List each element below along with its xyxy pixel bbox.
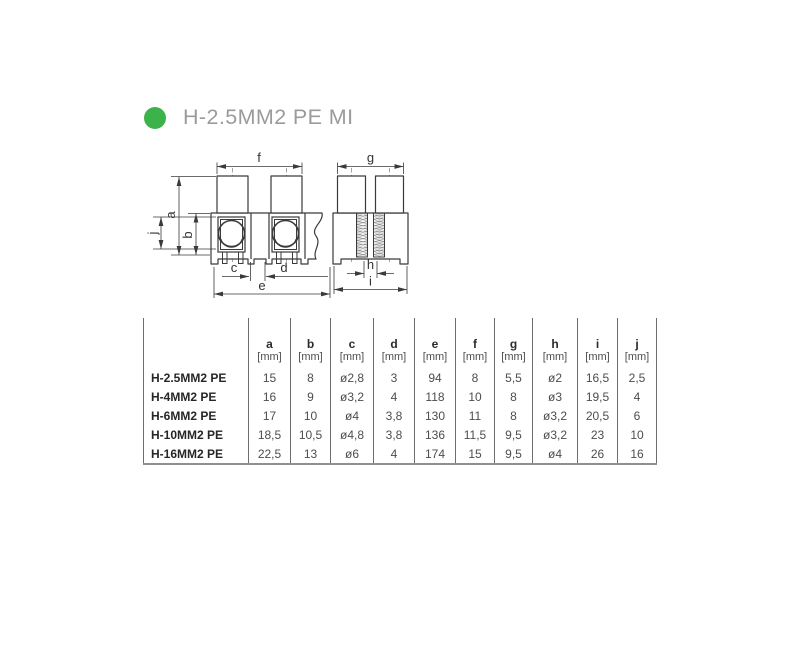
value-cell: ø3,2 xyxy=(331,387,374,406)
value-cell: 3,8 xyxy=(374,406,415,425)
value-cell: ø6 xyxy=(331,444,374,464)
column-header-d: d [mm] xyxy=(374,318,415,368)
value-cell: 18,5 xyxy=(249,425,291,444)
column-header-a: a [mm] xyxy=(249,318,291,368)
dim-label-h: h xyxy=(366,257,375,272)
value-cell: 8 xyxy=(495,387,533,406)
value-cell: ø4,8 xyxy=(331,425,374,444)
value-cell: 4 xyxy=(374,387,415,406)
value-cell: 2,5 xyxy=(618,368,657,387)
table-row xyxy=(144,368,657,387)
value-cell: 8 xyxy=(456,368,495,387)
value-cell: 174 xyxy=(415,444,456,464)
spec-table-body xyxy=(144,368,657,464)
value-cell: 13 xyxy=(291,444,331,464)
dim-label-j: j xyxy=(145,231,160,235)
dimension-drawing xyxy=(140,148,430,308)
side-view-body xyxy=(333,176,408,264)
spec-table-head xyxy=(144,318,657,368)
value-cell: 94 xyxy=(415,368,456,387)
dim-label-a: a xyxy=(163,211,178,219)
column-header-b: b [mm] xyxy=(291,318,331,368)
value-cell: ø3 xyxy=(533,387,578,406)
spec-table-wrap xyxy=(143,318,657,465)
column-header-j: j [mm] xyxy=(618,318,657,368)
value-cell: 8 xyxy=(495,406,533,425)
column-header-f: f [mm] xyxy=(456,318,495,368)
value-cell: 10,5 xyxy=(291,425,331,444)
dim-label-f: f xyxy=(257,150,261,165)
value-cell: 26 xyxy=(578,444,618,464)
column-header-g: g [mm] xyxy=(495,318,533,368)
product-name-cell: H-10MM2 PE xyxy=(144,425,249,444)
value-cell: 6 xyxy=(618,406,657,425)
product-name-cell: H-2.5MM2 PE xyxy=(144,368,249,387)
value-cell: 16,5 xyxy=(578,368,618,387)
green-bullet-icon xyxy=(144,107,166,129)
dim-label-d: d xyxy=(280,260,288,275)
value-cell: 10 xyxy=(456,387,495,406)
value-cell: 16 xyxy=(618,444,657,464)
column-header-h: h [mm] xyxy=(533,318,578,368)
product-name-cell: H-16MM2 PE xyxy=(144,444,249,464)
value-cell: 16 xyxy=(249,387,291,406)
value-cell: 17 xyxy=(249,406,291,425)
value-cell: ø3,2 xyxy=(533,406,578,425)
value-cell: 10 xyxy=(618,425,657,444)
product-name-cell: H-6MM2 PE xyxy=(144,406,249,425)
value-cell: ø2,8 xyxy=(331,368,374,387)
value-cell: 23 xyxy=(578,425,618,444)
value-cell: 15 xyxy=(456,444,495,464)
value-cell: 3,8 xyxy=(374,425,415,444)
value-cell: 3 xyxy=(374,368,415,387)
value-cell: 5,5 xyxy=(495,368,533,387)
table-row xyxy=(144,387,657,406)
product-name-cell: H-4MM2 PE xyxy=(144,387,249,406)
value-cell: 9,5 xyxy=(495,425,533,444)
value-cell: 20,5 xyxy=(578,406,618,425)
column-header-i: i [mm] xyxy=(578,318,618,368)
value-cell: ø2 xyxy=(533,368,578,387)
value-cell: 4 xyxy=(374,444,415,464)
column-header-e: e [mm] xyxy=(415,318,456,368)
dim-label-i: i xyxy=(369,273,372,289)
spec-table xyxy=(143,318,657,465)
value-cell: 22,5 xyxy=(249,444,291,464)
column-header-c: c [mm] xyxy=(331,318,374,368)
dim-label-c: c xyxy=(230,260,238,275)
value-cell: ø4 xyxy=(533,444,578,464)
value-cell: 4 xyxy=(618,387,657,406)
product-title: H-2.5MM2 PE MI xyxy=(183,105,354,129)
dim-label-g: g xyxy=(366,150,375,165)
value-cell: ø3,2 xyxy=(533,425,578,444)
value-cell: 11,5 xyxy=(456,425,495,444)
table-corner-cell xyxy=(144,318,249,368)
dim-label-e: e xyxy=(258,278,266,293)
value-cell: 15 xyxy=(249,368,291,387)
value-cell: 118 xyxy=(415,387,456,406)
value-cell: 130 xyxy=(415,406,456,425)
value-cell: 9,5 xyxy=(495,444,533,464)
value-cell: 136 xyxy=(415,425,456,444)
value-cell: 11 xyxy=(456,406,495,425)
value-cell: 19,5 xyxy=(578,387,618,406)
table-row xyxy=(144,406,657,425)
value-cell: 9 xyxy=(291,387,331,406)
value-cell: 8 xyxy=(291,368,331,387)
value-cell: 10 xyxy=(291,406,331,425)
dim-label-b: b xyxy=(180,231,195,239)
table-row xyxy=(144,444,657,464)
page-header xyxy=(144,105,353,130)
table-row xyxy=(144,425,657,444)
value-cell: ø4 xyxy=(331,406,374,425)
